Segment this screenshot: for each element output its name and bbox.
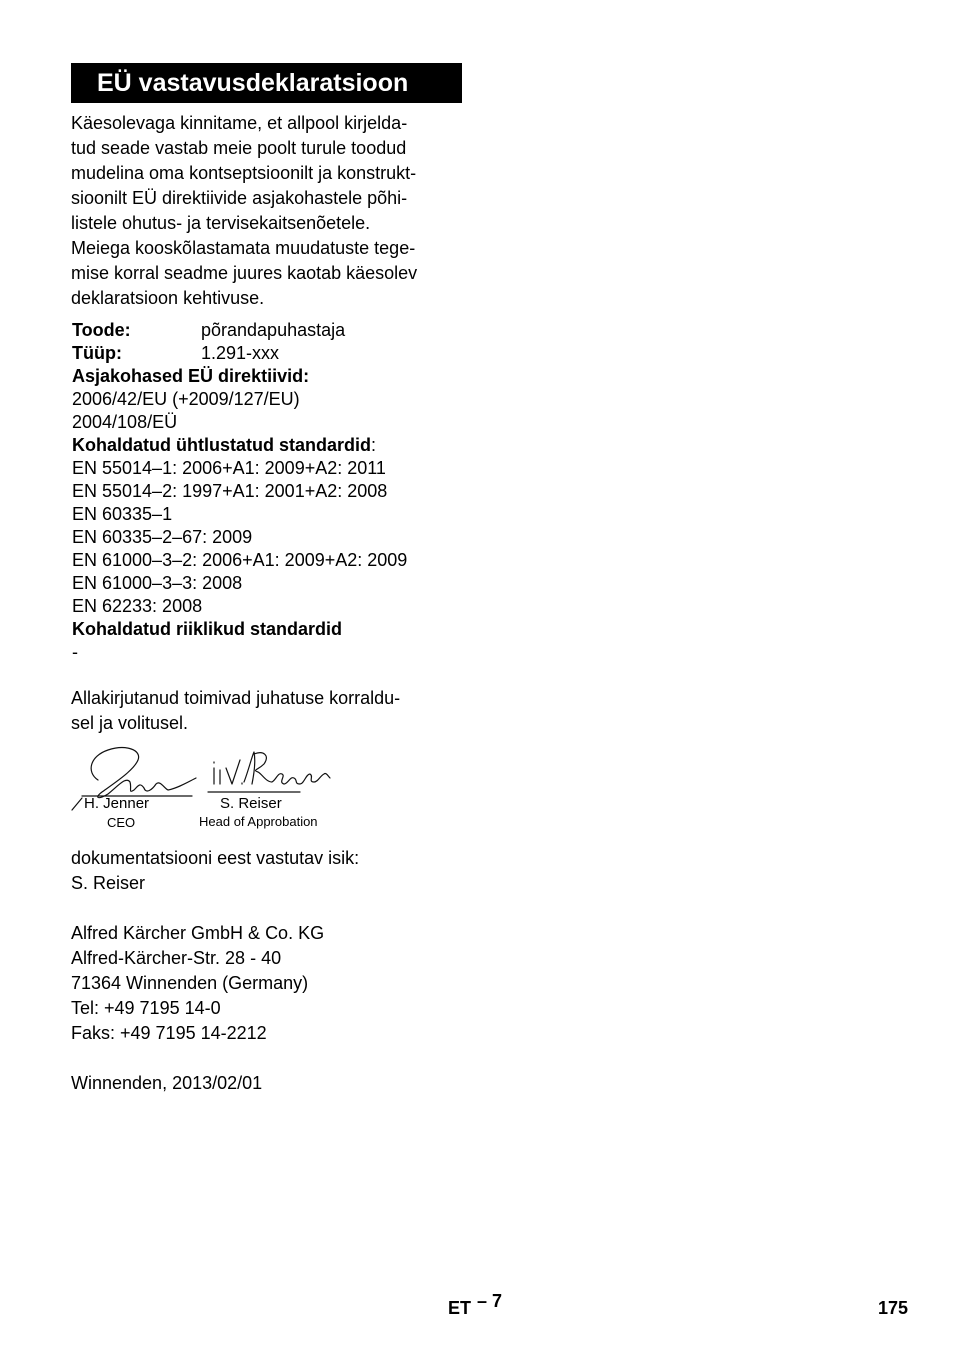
intro-line: Käesolevaga kinnitame, et allpool kirjelda-	[71, 113, 408, 133]
page-title: EÜ vastavusdeklaratsioon	[71, 63, 462, 103]
authorization-line: Allakirjutanud toimivad juhatuse korraldu-	[71, 688, 401, 708]
signature-block	[68, 742, 348, 837]
national-standards-heading: Kohaldatud riiklikud standardid	[72, 619, 343, 639]
intro-line: Meiega kooskõlastamata muudatuste tege-	[71, 238, 416, 258]
directive-item: 2006/42/EU (+2009/127/EU)	[72, 389, 300, 409]
page-dash: –	[477, 1291, 488, 1311]
place-date: Winnenden, 2013/02/01	[71, 1073, 263, 1093]
jenner-name: H. Jenner	[84, 795, 150, 812]
directives-heading: Asjakohased EÜ direktiivid:	[72, 366, 310, 386]
intro-line: mise korral seadme juures kaotab käesolev	[71, 263, 418, 283]
company-line: Alfred Kärcher GmbH & Co. KG	[71, 923, 325, 943]
responsible-line: dokumentatsiooni eest vastutav isik:	[71, 848, 360, 868]
standard-item: EN 60335–2–67: 2009	[72, 527, 253, 547]
reiser-role: Head of Approbation	[199, 814, 318, 829]
standard-item: EN 62233: 2008	[72, 596, 203, 616]
reiser-signature	[214, 752, 330, 784]
standard-item: EN 55014–2: 1997+A1: 2001+A2: 2008	[72, 481, 388, 501]
company-line: Faks: +49 7195 14-2212	[71, 1023, 267, 1043]
product-details	[72, 319, 492, 664]
intro-line: sioonilt EÜ direktiivide asjakohastele põhi-	[71, 188, 408, 208]
standard-item: EN 61000–3–3: 2008	[72, 573, 243, 593]
company-address	[71, 921, 324, 1046]
responsible-line: S. Reiser	[71, 873, 146, 893]
jenner-role: CEO	[107, 815, 136, 830]
company-line: Alfred-Kärcher-Str. 28 - 40	[71, 948, 282, 968]
authorization-line: sel ja volitusel.	[71, 713, 189, 733]
standards-heading-row	[72, 434, 492, 457]
responsible-person	[71, 846, 359, 896]
national-standards-value: -	[72, 642, 78, 662]
product-row	[72, 319, 492, 342]
section-page	[477, 1291, 502, 1311]
company-line: Tel: +49 7195 14-0	[71, 998, 221, 1018]
type-label: Tüüp:	[72, 343, 122, 363]
standard-item: EN 60335–1	[72, 504, 173, 524]
reiser-name: S. Reiser	[220, 795, 282, 812]
standard-item: EN 61000–3–2: 2006+A1: 2009+A2: 2009	[72, 550, 408, 570]
directive-item: 2004/108/EÜ	[72, 412, 178, 432]
type-row	[72, 342, 492, 365]
section-page-number: 7	[492, 1291, 503, 1311]
page-number: 175	[878, 1298, 909, 1318]
company-line: 71364 Winnenden (Germany)	[71, 973, 309, 993]
intro-line: mudelina oma kontseptsioonilt ja konstrukt-	[71, 163, 417, 183]
intro-line: tud seade vastab meie poolt turule toodud	[71, 138, 407, 158]
jenner-signature	[91, 748, 196, 798]
product-value: põrandapuhastaja	[201, 320, 346, 340]
footer-language	[448, 1291, 503, 1319]
intro-line: deklaratsioon kehtivuse.	[71, 288, 265, 308]
type-value: 1.291-xxx	[201, 343, 280, 363]
authorization-statement	[71, 686, 400, 736]
language-code: ET	[448, 1298, 472, 1318]
intro-line: listele ohutus- ja tervisekaitsenõetele.	[71, 213, 371, 233]
intro-paragraph	[71, 111, 471, 311]
product-label: Toode:	[72, 320, 131, 340]
standards-colon: :	[371, 435, 377, 455]
standard-item: EN 55014–1: 2006+A1: 2009+A2: 2011	[72, 458, 386, 478]
standards-heading: Kohaldatud ühtlustatud standardid	[72, 435, 371, 455]
